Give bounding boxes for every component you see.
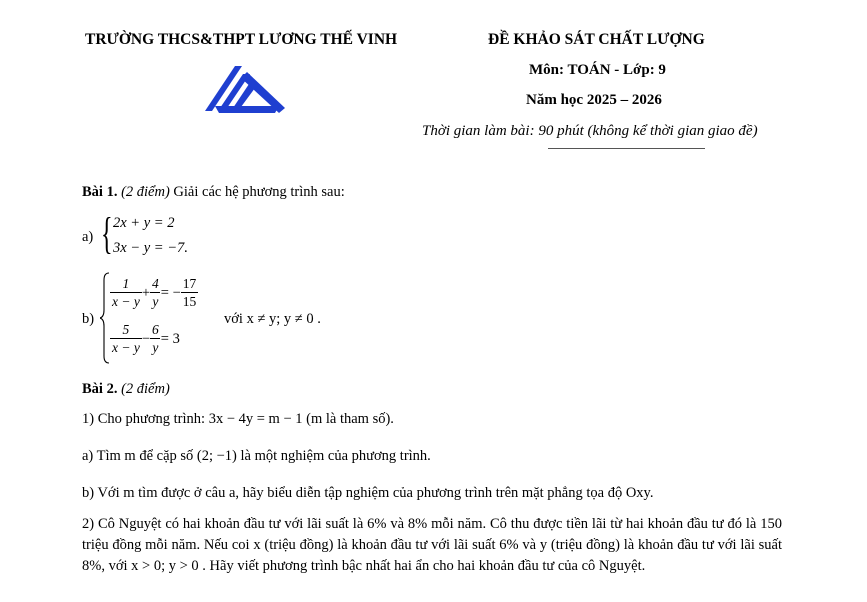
frac-den: y bbox=[152, 340, 159, 355]
frac-den: 15 bbox=[182, 294, 197, 309]
operator: = − bbox=[160, 285, 181, 302]
operator: − bbox=[141, 331, 151, 348]
subject-line: Môn: TOÁN - Lớp: 9 bbox=[529, 62, 666, 78]
bai1-a-label: a) bbox=[82, 229, 94, 245]
time-limit: Thời gian làm bài: 90 phút (không kể thời gian giao đề) bbox=[422, 123, 758, 139]
bai2-p2: 2) Cô Nguyệt có hai khoản đầu tư với lãi suất là 6% và 8% mỗi năm. Cô thu được tiền lãi từ hai khoản đầu tư đó là 150 triệu đồng mỗi năm. Nếu coi x (triệu đồng) là khoản đầu tư với lãi suất 6% và y (triệu đồng) là khoản đầu tư với lãi suất 8%, với x > 0; y > 0 . Hãy viết phương trình bậc nhất hai ẩn cho hai khoản đầu tư của cô Nguyệt. bbox=[82, 516, 782, 574]
frac-num: 6 bbox=[152, 322, 159, 337]
bai1-b-condition: với x ≠ y; y ≠ 0 . bbox=[224, 311, 321, 327]
triangle-logo-icon bbox=[205, 66, 287, 116]
bai2-heading-line bbox=[82, 381, 170, 398]
system-brace-b bbox=[100, 272, 110, 364]
bai2-p1: 1) Cho phương trình: 3x − 4y = m − 1 (m là tham số). bbox=[82, 411, 394, 427]
bai2-points: (2 điểm) bbox=[121, 381, 170, 397]
operator: = 3 bbox=[160, 331, 180, 348]
frac-den: x − y bbox=[112, 294, 140, 309]
divider bbox=[548, 148, 705, 149]
frac-num: 4 bbox=[152, 276, 159, 291]
bai1-heading: Bài 1. bbox=[82, 184, 118, 200]
bai2-p1b: b) Với m tìm được ở câu a, hãy biểu diễn tập nghiệm của phương trình trên mặt phẳng tọa độ Oxy. bbox=[82, 485, 654, 501]
school-year: Năm học 2025 – 2026 bbox=[526, 92, 662, 108]
frac-num: 5 bbox=[122, 322, 130, 337]
school-logo bbox=[205, 66, 287, 121]
frac-den: x − y bbox=[112, 340, 140, 355]
frac-num: 1 bbox=[122, 276, 130, 291]
bai1-instruction: Giải các hệ phương trình sau: bbox=[173, 184, 345, 200]
bai1-a-eq2: 3x − y = −7 bbox=[113, 240, 185, 256]
bai1-a-dot: . bbox=[184, 240, 188, 256]
system-brace-a: { bbox=[101, 209, 113, 258]
bai2-p1a: a) Tìm m để cặp số (2; −1) là một nghiệm của phương trình. bbox=[82, 448, 431, 464]
bai2-heading: Bài 2. bbox=[82, 381, 118, 397]
bai1-a-eq1: 2x + y = 2 bbox=[113, 215, 175, 231]
bai1-heading-line bbox=[82, 184, 345, 201]
bai1-b-eq2 bbox=[110, 322, 180, 357]
bai1-b-label: b) bbox=[82, 311, 95, 327]
bai1-b-eq1 bbox=[110, 276, 198, 311]
exam-title: ĐỀ KHẢO SÁT CHẤT LƯỢNG bbox=[488, 31, 705, 48]
frac-num: 17 bbox=[182, 276, 197, 291]
school-name: TRƯỜNG THCS&THPT LƯƠNG THẾ VINH bbox=[85, 31, 398, 48]
frac-den: y bbox=[152, 294, 159, 309]
bai1-points: (2 điểm) bbox=[121, 184, 170, 200]
operator: + bbox=[141, 285, 151, 302]
